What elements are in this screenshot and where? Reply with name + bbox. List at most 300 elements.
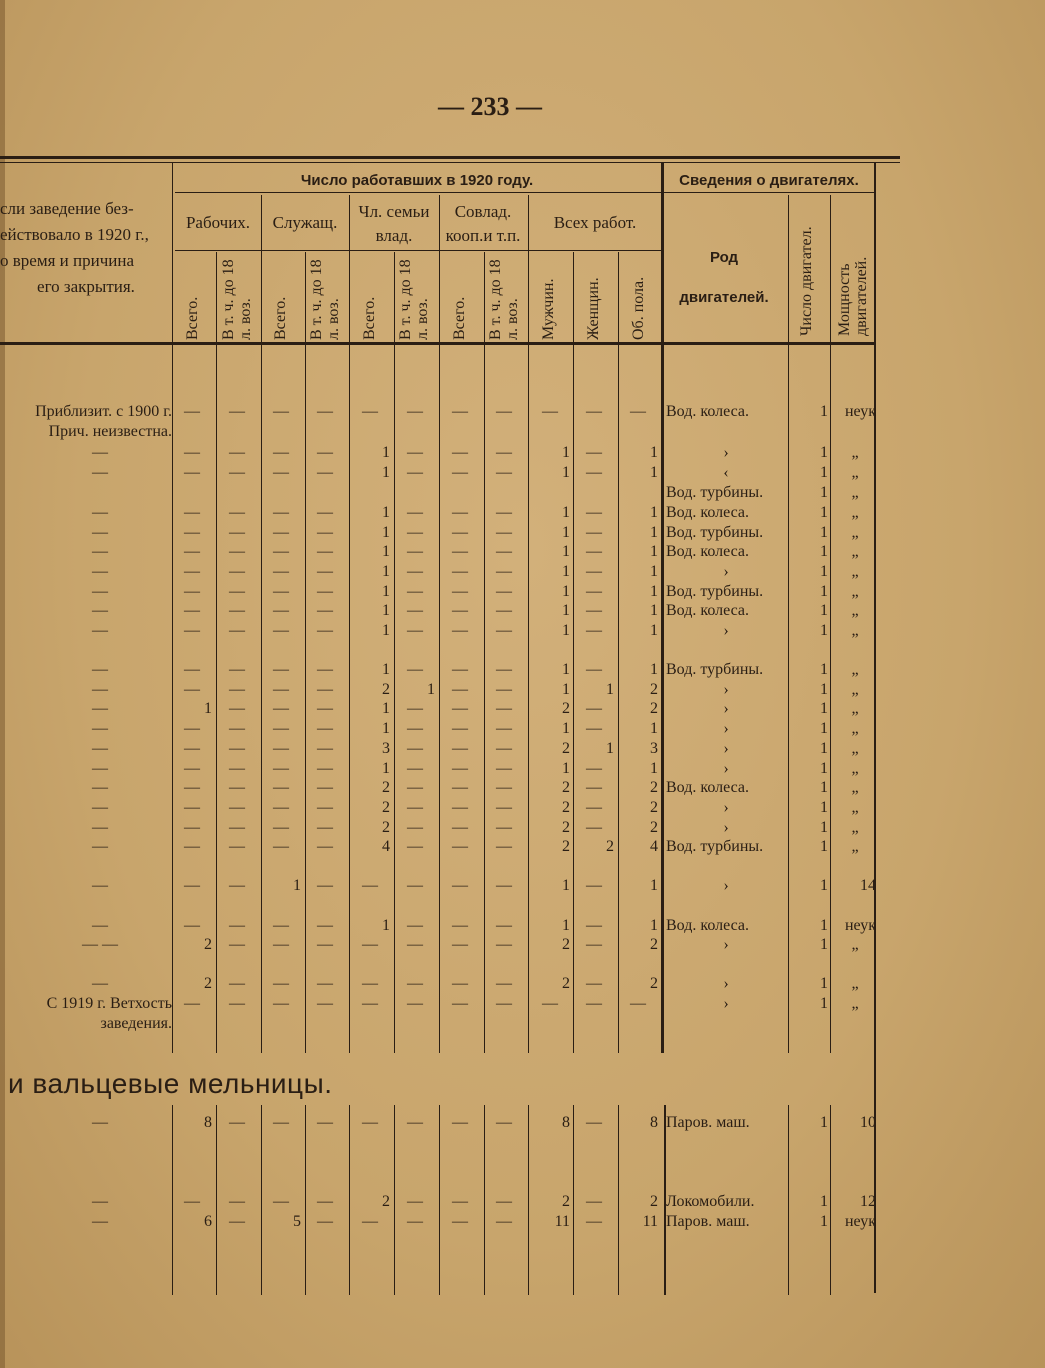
table-cell: — [229, 760, 245, 777]
engine-count-cell: 1 [820, 403, 828, 420]
table-cell: — [407, 1114, 423, 1131]
row-note: — [92, 877, 108, 894]
table-cell: — [317, 661, 333, 678]
table-cell: 1 [650, 583, 658, 600]
engine-count-cell: 1 [820, 563, 828, 580]
table-cell: — [184, 779, 200, 796]
engine-count-cell: 1 [820, 838, 828, 855]
engine-type-cell: › [723, 975, 729, 992]
engine-power-cell: „ [851, 720, 859, 737]
engine-power-cell: 10 [860, 1114, 876, 1131]
table-cell: — [586, 1213, 602, 1230]
engine-type-cell: › [723, 622, 729, 639]
table-cell: — [317, 838, 333, 855]
table-cell: 2 [650, 779, 658, 796]
column-divider [830, 1105, 831, 1295]
table-cell: — [407, 444, 423, 461]
table-cell: — [273, 681, 289, 698]
table-cell: — [184, 661, 200, 678]
table-cell: — [229, 799, 245, 816]
table-cell: — [273, 543, 289, 560]
table-cell: 1 [382, 444, 390, 461]
table-cell: — [496, 661, 512, 678]
table-cell: — [184, 543, 200, 560]
column-divider [528, 195, 529, 1053]
engine-power-header: Мощность двигателей. [836, 256, 870, 336]
group-title-engines: Сведения о двигателях. [679, 172, 859, 189]
table-cell: — [586, 1114, 602, 1131]
table-cell: — [452, 877, 468, 894]
table-cell: — [317, 760, 333, 777]
subcol-header: Всего. [272, 296, 289, 340]
table-cell: — [229, 740, 245, 757]
table-cell: — [586, 583, 602, 600]
engine-power-cell: „ [851, 936, 859, 953]
table-cell: — [407, 936, 423, 953]
row-note: заведения. [100, 1015, 172, 1032]
table-cell: — [229, 464, 245, 481]
table-cell: — [586, 799, 602, 816]
table-cell: 2 [204, 936, 212, 953]
table-cell: 1 [650, 504, 658, 521]
table-cell: — [452, 740, 468, 757]
engine-count-cell: 1 [820, 1213, 828, 1230]
table-cell: 1 [562, 720, 570, 737]
table-cell: — [586, 464, 602, 481]
engine-power-cell: „ [851, 838, 859, 855]
column-divider [788, 1105, 789, 1295]
table-cell: — [184, 504, 200, 521]
table-cell: — [317, 720, 333, 737]
table-cell: 5 [293, 1213, 301, 1230]
engine-power-cell: неук [844, 1213, 876, 1230]
table-cell: — [586, 403, 602, 420]
table-cell: — [184, 995, 200, 1012]
table-cell: — [496, 720, 512, 737]
table-cell: — [407, 760, 423, 777]
table-cell: — [452, 1193, 468, 1210]
table-cell: — [496, 583, 512, 600]
table-cell: — [317, 681, 333, 698]
table-cell: — [586, 995, 602, 1012]
table-cell: 1 [606, 740, 614, 757]
closure-header-line: о время и причина [0, 251, 134, 270]
table-cell: 1 [382, 583, 390, 600]
engine-power-cell: „ [851, 975, 859, 992]
table-cell: — [496, 779, 512, 796]
row-note: — — [82, 936, 118, 953]
engine-power-cell: „ [851, 464, 859, 481]
table-cell: — [184, 760, 200, 777]
table-cell: — [496, 524, 512, 541]
table-cell: — [452, 819, 468, 836]
table-cell: 1 [562, 543, 570, 560]
table-cell: — [273, 583, 289, 600]
engine-power-cell: „ [851, 799, 859, 816]
engine-type-cell: › [723, 877, 729, 894]
table-cell: 2 [382, 1193, 390, 1210]
column-divider [661, 163, 664, 1053]
engine-count-cell: 1 [820, 975, 828, 992]
table-cell: — [407, 975, 423, 992]
subcol-header: В т. ч. до 18 л. воз. [487, 259, 521, 340]
table-cell: — [229, 444, 245, 461]
engine-power-cell: „ [851, 622, 859, 639]
table-cell: — [317, 917, 333, 934]
table-cell: 1 [562, 622, 570, 639]
row-note: — [92, 583, 108, 600]
table-cell: — [184, 622, 200, 639]
table-cell: — [229, 720, 245, 737]
table-cell: — [229, 877, 245, 894]
table-cell: — [586, 622, 602, 639]
group-title-underline [175, 192, 661, 193]
table-cell: 2 [562, 936, 570, 953]
engine-power-cell: „ [851, 543, 859, 560]
table-cell: — [586, 524, 602, 541]
closure-header-line: ействовало в 1920 г., [0, 225, 149, 244]
row-note: — [92, 464, 108, 481]
row-note: — [92, 917, 108, 934]
table-cell: 1 [650, 661, 658, 678]
subcol-header: В т. ч. до 18 л. воз. [397, 259, 431, 340]
engine-power-cell: „ [851, 760, 859, 777]
subcol-header: В т. ч. до 18 л. воз. [220, 259, 254, 340]
table-cell: — [452, 720, 468, 737]
engine-type-cell: › [723, 720, 729, 737]
table-cell: — [273, 917, 289, 934]
table-cell: — [273, 504, 289, 521]
table-cell: — [452, 563, 468, 580]
table-cell: — [184, 877, 200, 894]
table-cell: — [496, 464, 512, 481]
engine-type-cell: Вод. турбины. [666, 484, 764, 501]
table-cell: 6 [204, 1213, 212, 1230]
table-cell: — [586, 975, 602, 992]
table-cell: — [317, 1213, 333, 1230]
table-cell: 4 [382, 838, 390, 855]
table-cell: — [317, 524, 333, 541]
row-note: — [92, 760, 108, 777]
engine-count-cell: 1 [820, 622, 828, 639]
engine-type-cell: Вод. турбины. [666, 524, 764, 541]
table-cell: — [452, 464, 468, 481]
subcol-header: Всего. [451, 296, 468, 340]
table-cell: 1 [562, 444, 570, 461]
table-cell: 2 [650, 700, 658, 717]
table-cell: — [184, 563, 200, 580]
engine-type-cell: Вод. колеса. [666, 917, 749, 934]
table-cell: — [407, 720, 423, 737]
engine-type-cell: › [723, 563, 729, 580]
engine-type-cell: Вод. турбины. [666, 583, 764, 600]
engine-type-cell: Паров. маш. [666, 1114, 750, 1131]
table-cell: — [184, 403, 200, 420]
row-note: — [92, 819, 108, 836]
table-cell: — [273, 740, 289, 757]
engine-power-cell: „ [851, 661, 859, 678]
table-cell: — [273, 838, 289, 855]
table-cell: — [496, 1193, 512, 1210]
engine-power-cell: неук [844, 917, 876, 934]
table-cell: — [184, 464, 200, 481]
engine-type-cell: › [723, 819, 729, 836]
table-cell: — [317, 583, 333, 600]
table-cell: — [407, 524, 423, 541]
row-note: С 1919 г. Ветхость [46, 995, 172, 1012]
table-cell: 1 [562, 504, 570, 521]
column-divider [830, 195, 831, 1053]
table-cell: 2 [562, 799, 570, 816]
table-cell: 1 [650, 444, 658, 461]
table-cell: — [452, 524, 468, 541]
table-cell: — [229, 543, 245, 560]
table-cell: — [586, 760, 602, 777]
row-note: — [92, 524, 108, 541]
table-cell: 2 [562, 838, 570, 855]
table-cell: — [407, 838, 423, 855]
row-note: — [92, 838, 108, 855]
table-cell: — [586, 563, 602, 580]
table-cell: — [229, 779, 245, 796]
table-cell: — [407, 661, 423, 678]
table-cell: — [273, 1114, 289, 1131]
engine-count-cell: 1 [820, 819, 828, 836]
table-cell: 1 [650, 543, 658, 560]
table-cell: — [317, 975, 333, 992]
table-cell: — [496, 760, 512, 777]
table-cell: — [407, 602, 423, 619]
table-cell: 1 [382, 917, 390, 934]
table-cell: — [586, 543, 602, 560]
engine-power-cell: „ [851, 602, 859, 619]
table-cell: — [317, 504, 333, 521]
table-cell: — [317, 622, 333, 639]
engine-power-cell: „ [851, 524, 859, 541]
row-note: — [92, 799, 108, 816]
table-cell: 1 [650, 622, 658, 639]
subgroup-all: Всех работ. [553, 213, 637, 232]
table-cell: 2 [650, 681, 658, 698]
table-cell: — [362, 995, 378, 1012]
table-cell: — [273, 720, 289, 737]
table-cell: — [496, 799, 512, 816]
row-note: — [92, 1213, 108, 1230]
table-cell: — [586, 877, 602, 894]
table-cell: — [586, 917, 602, 934]
row-note: — [92, 720, 108, 737]
subcol-header: Об. пола. [630, 276, 647, 340]
engine-type-cell: › [723, 936, 729, 953]
engine-type-cell: › [723, 681, 729, 698]
table-cell: — [273, 975, 289, 992]
table-cell: — [317, 936, 333, 953]
table-cell: 1 [562, 524, 570, 541]
table-cell: — [184, 681, 200, 698]
table-cell: — [452, 403, 468, 420]
table-cell: — [273, 622, 289, 639]
engine-count-cell: 1 [820, 779, 828, 796]
table-cell: — [317, 444, 333, 461]
table-top-rule-thin [0, 162, 900, 163]
table-cell: — [317, 563, 333, 580]
engine-title-underline [662, 192, 874, 193]
table-cell: — [407, 504, 423, 521]
engine-type-cell: › [723, 740, 729, 757]
table-cell: — [362, 936, 378, 953]
table-cell: — [229, 819, 245, 836]
row-note: — [92, 563, 108, 580]
table-cell: 1 [562, 583, 570, 600]
engine-count-cell: 1 [820, 917, 828, 934]
engine-type-cell: Вод. турбины. [666, 661, 764, 678]
table-cell: 1 [562, 917, 570, 934]
table-cell: — [229, 583, 245, 600]
table-cell: 1 [650, 464, 658, 481]
table-cell: — [317, 1114, 333, 1131]
table-cell: — [317, 740, 333, 757]
row-note: Приблизит. с 1900 г. [35, 403, 172, 420]
table-cell: 1 [650, 602, 658, 619]
table-cell: — [317, 1193, 333, 1210]
table-cell: 3 [382, 740, 390, 757]
table-cell: — [229, 838, 245, 855]
column-divider [788, 195, 789, 1053]
table-cell: — [496, 403, 512, 420]
table-cell: 1 [293, 877, 301, 894]
engine-type-cell: Вод. колеса. [666, 543, 749, 560]
table-cell: — [452, 543, 468, 560]
engine-count-cell: 1 [820, 700, 828, 717]
engine-type-cell: Вод. турбины. [666, 838, 764, 855]
engine-power-cell: „ [851, 504, 859, 521]
table-cell: — [586, 504, 602, 521]
table-cell: — [184, 740, 200, 757]
table-cell: 1 [382, 700, 390, 717]
table-cell: — [407, 799, 423, 816]
table-cell: — [452, 760, 468, 777]
table-cell: — [229, 995, 245, 1012]
table-cell: — [229, 563, 245, 580]
table-cell: — [586, 720, 602, 737]
table-cell: — [317, 403, 333, 420]
table-cell: 1 [382, 464, 390, 481]
table-cell: — [273, 995, 289, 1012]
row-note: — [92, 661, 108, 678]
subgroup-employees: Служащ. [272, 213, 338, 232]
table-cell: — [496, 1114, 512, 1131]
row-note: — [92, 543, 108, 560]
engine-power-cell: „ [851, 583, 859, 600]
table-cell: 1 [382, 661, 390, 678]
table-cell: — [586, 819, 602, 836]
table-cell: — [452, 504, 468, 521]
table-cell: — [586, 661, 602, 678]
column-divider [528, 1105, 529, 1295]
engine-power-cell: „ [851, 681, 859, 698]
engine-type-cell: Паров. маш. [666, 1213, 750, 1230]
closure-header-line: его закрытия. [37, 277, 135, 296]
row-note: — [92, 681, 108, 698]
table-cell: — [229, 700, 245, 717]
table-cell: — [229, 1193, 245, 1210]
table-cell: 2 [650, 1193, 658, 1210]
table-cell: 2 [650, 799, 658, 816]
table-cell: — [273, 464, 289, 481]
table-cell: 1 [382, 504, 390, 521]
table-cell: 2 [562, 819, 570, 836]
engine-count-cell: 1 [820, 602, 828, 619]
table-cell: — [273, 700, 289, 717]
table-cell: — [317, 464, 333, 481]
engine-count-cell: 1 [820, 740, 828, 757]
table-cell: — [229, 1114, 245, 1131]
engine-power-cell: „ [851, 444, 859, 461]
table-cell: 1 [650, 563, 658, 580]
table-cell: 1 [382, 760, 390, 777]
table-cell: — [317, 700, 333, 717]
table-cell: 1 [562, 760, 570, 777]
table-cell: — [229, 975, 245, 992]
table-cell: — [362, 877, 378, 894]
table-cell: — [229, 936, 245, 953]
closure-header-line: сли заведение без- [0, 199, 134, 218]
engine-power-cell: „ [851, 740, 859, 757]
table-cell: 2 [562, 975, 570, 992]
engine-count-cell: 1 [820, 543, 828, 560]
table-cell: 1 [650, 524, 658, 541]
engine-type-cell: › [723, 760, 729, 777]
table-cell: — [496, 936, 512, 953]
table-cell: — [317, 543, 333, 560]
header-bottom-rule [0, 342, 875, 345]
table-cell: — [362, 1114, 378, 1131]
engine-count-cell: 1 [820, 661, 828, 678]
engine-power-cell: „ [851, 700, 859, 717]
row-note: — [92, 1114, 108, 1131]
subgroup-family: Чл. семьи влад. [358, 202, 430, 245]
row-note: — [92, 1193, 108, 1210]
table-cell: — [452, 799, 468, 816]
table-cell: — [273, 1193, 289, 1210]
table-cell: — [496, 917, 512, 934]
table-cell: 8 [650, 1114, 658, 1131]
row-note: — [92, 602, 108, 619]
closure-column-header [0, 196, 172, 300]
table-cell: 2 [382, 779, 390, 796]
engine-type-cell: Вод. колеса. [666, 403, 749, 420]
row-note: — [92, 504, 108, 521]
engine-count-cell: 1 [820, 583, 828, 600]
table-cell: — [496, 700, 512, 717]
engine-power-cell: неук [844, 403, 876, 420]
table-cell: 1 [562, 877, 570, 894]
table-cell: — [496, 602, 512, 619]
engine-count-cell: 1 [820, 524, 828, 541]
table-cell: — [496, 444, 512, 461]
subcol-header: В т. ч. до 18 л. воз. [308, 259, 342, 340]
table-cell: 2 [562, 779, 570, 796]
table-cell: 1 [382, 602, 390, 619]
table-cell: — [229, 661, 245, 678]
engine-count-cell: 1 [820, 799, 828, 816]
table-cell: — [407, 543, 423, 560]
engine-type-cell: Вод. колеса. [666, 504, 749, 521]
table-cell: — [317, 602, 333, 619]
table-cell: — [452, 1114, 468, 1131]
table-cell: — [452, 838, 468, 855]
table-cell: — [273, 661, 289, 678]
